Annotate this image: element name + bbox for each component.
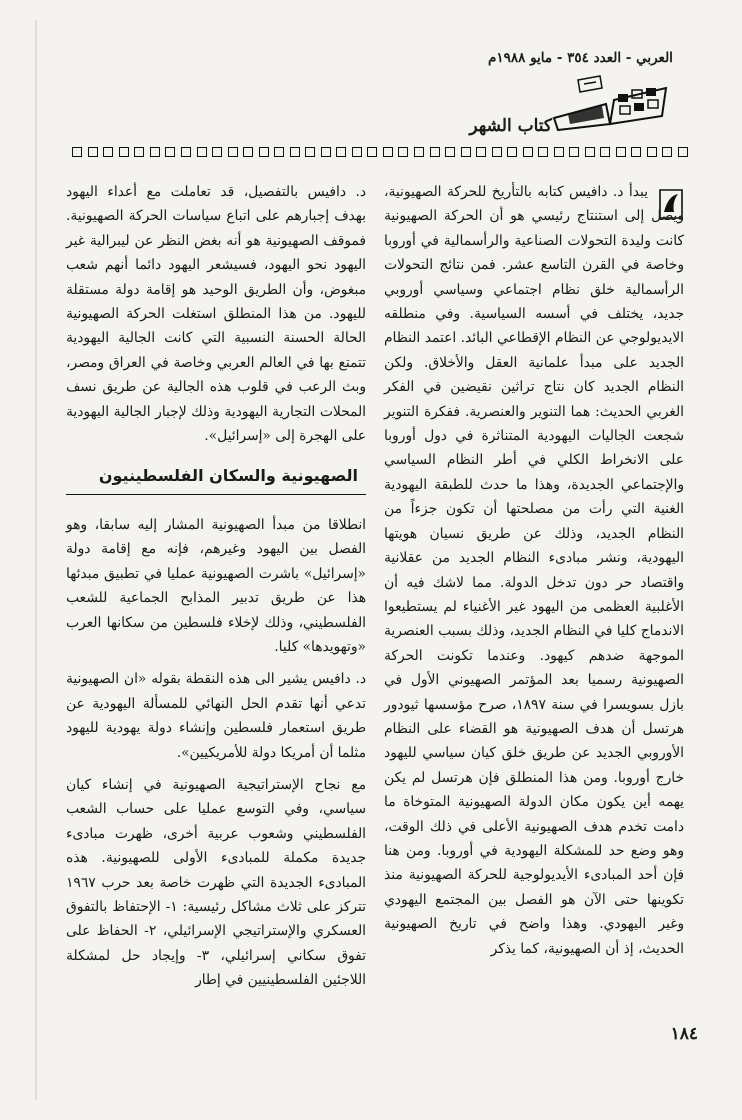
decorative-box-row bbox=[72, 147, 688, 162]
article-column-left bbox=[66, 180, 366, 993]
section-label: كتاب الشهر bbox=[469, 116, 552, 136]
issue-header: العربي - العدد ٣٥٤ - مايو ١٩٨٨م bbox=[488, 50, 673, 66]
article-paragraph: مع نجاح الإستراتيجية الصهيونية في إنشاء كيان سياسي، وفي التوسع عمليا على حساب الشعب الفلسطيني وشعوب عربية أخرى، ظهرت مبادىء جديدة مكملة للمبادىء الأولى للصهيونية. هذه المبادىء الجديدة التي ظهرت خاصة بعد حرب ١٩٦٧ تتركز على ثلاث مشاكل رئيسية: ١- الإحتفاظ بالتفوق العسكري والإستراتيجي الإسرائيلي، ٢- الحفاظ على تفوق سكاني إسرائيلي، ٣- وإيجاد حل لمشكلة اللاجئين الفلسطينيين في إطار bbox=[66, 776, 366, 989]
article-paragraph: انطلاقا من مبدأ الصهيونية المشار إليه سابقا، وهو الفصل بين اليهود وغيرهم، فإنه مع إقامة دولة «إسرائيل» باشرت الصهيونية عمليا في تطبيق مبدئها هذا عن طريق تدبير المذابح الجماعية للشعب الفلسطيني، وذلك لإخلاء فلسطين من سكانها العرب «وتهويدها» كليا. bbox=[66, 516, 366, 655]
section-heading-rule bbox=[66, 464, 366, 494]
article-paragraph: د. دافيس يشير الى هذه النقطة بقوله «ان الصهيونية تدعي أنها تقدم الحل النهائي للمسألة اليهودية عن طريق استعمار فلسطين وإنشاء دولة يهودية لليهود مثلما أن أمريكا دولة للأمريكيين». bbox=[66, 671, 366, 761]
section-heading: الصهيونية والسكان الفلسطينيون bbox=[98, 466, 358, 486]
open-book-icon bbox=[548, 74, 673, 132]
article-paragraph: يبدأ د. دافيس كتابه بالتأريخ للحركة الصهيونية، ويصل إلى استنتاج رئيسي هو أن الحركة الصهيونية كانت وليدة التحولات الصناعية والرأسمالية في أوروبا وخاصة في القرن التاسع عشر. فمن نتائج التحولات الرأسمالية خلق نظام اجتماعي وسياسي أوروبي جديد، يختلف في أسسه السياسية. وفي منطلقه الايديولوجي عن النظام الإقطاعي البائد. اعتمد النظام الجديد على مبدأ علمانية العقل والأخلاق. ولكن النظام الجديد كان نتاج تراثين نقيضين في الفكر الغربي الحديث: هما التنوير والعنصرية. ففكرة التنوير شجعت الجاليات اليهودية المتناثرة في دول أوروبا على الانخراط الكلي في أطر النظام السياسي والإجتماعي الجديدة، وهذا ما حدث للطبقة اليهودية الغنية التي رأت من مصلحتها أن تكون جزءاً من النظام الجديد، وذلك عن طريق نسيان هويتها اليهودية، ونشر مبادىء النظام الجديد من عقلانية واقتصاد حر دون تدخل الدولة. مما لاشك فيه أن الأغلبية العظمى من اليهود غير الأغنياء لم يستطيعوا الاندماج كليا في النظام الجديد، وذلك بسبب العنصرية الموجهة ضدهم كيهود. وعندما تكونت الحركة الصهيونية رسميا بعد المؤتمر الصهيوني الأول في بازل بسويسرا في سنة ١٨٩٧، صرح مؤسسها ثيودور هرتسل أن هدف الصهيونية هو القضاء على النظام الأوروبي الجديد عن طريق خلق كيان سياسي لليهود خارج أوروبا. ومن هذا المنطلق فإن هرتسل لم يكن يهمه أين يكون مكان الدولة الصهيونية المتوخاة ما دامت تخدم هدف الصهيونية الأعلى في ذلك الوقت، وهو وضع حد للمشكلة اليهودية في أوروبا. ومن هنا فإن أحد المبادىء الأيديولوجية للحركة الصهيونية منذ تكوينها حتى الآن هو الفصل بين المجتمع اليهودي وغير اليهودي. وهذا واضح في تاريخ الصهيونية الحديث، إذ أن الصهيونية، كما يذكر bbox=[384, 184, 684, 957]
article-paragraph: د. دافيس بالتفصيل، قد تعاملت مع أعداء اليهود بهدف إجبارهم على اتباع سياسات الحركة الصهيونية. فموقف الصهيونية هو أنه بغض النظر عن ليبرالية غير اليهود نحو اليهود، فسيشعر اليهود دائما أنهم شعب مبغوض، وأن الطريق الوحيد هو إقامة دولة مستقلة لليهود. من هذا المنطلق استغلت الحركة الصهيونية الحالة الحسنة النسبية التي كانت الجالية اليهودية تتمتع بها في العالم العربي وخاصة في العراق ومصر، وبث الرعب في قلوب هذه الجالية عن طريق نسف المحلات التجارية اليهودية وذلك لإجبار الجالية اليهودية على الهجرة إلى «إسرائيل». bbox=[66, 184, 366, 445]
scan-margin-shadow bbox=[34, 20, 38, 1100]
page-number: ١٨٤ bbox=[670, 1024, 698, 1044]
article-column-right bbox=[384, 180, 684, 961]
